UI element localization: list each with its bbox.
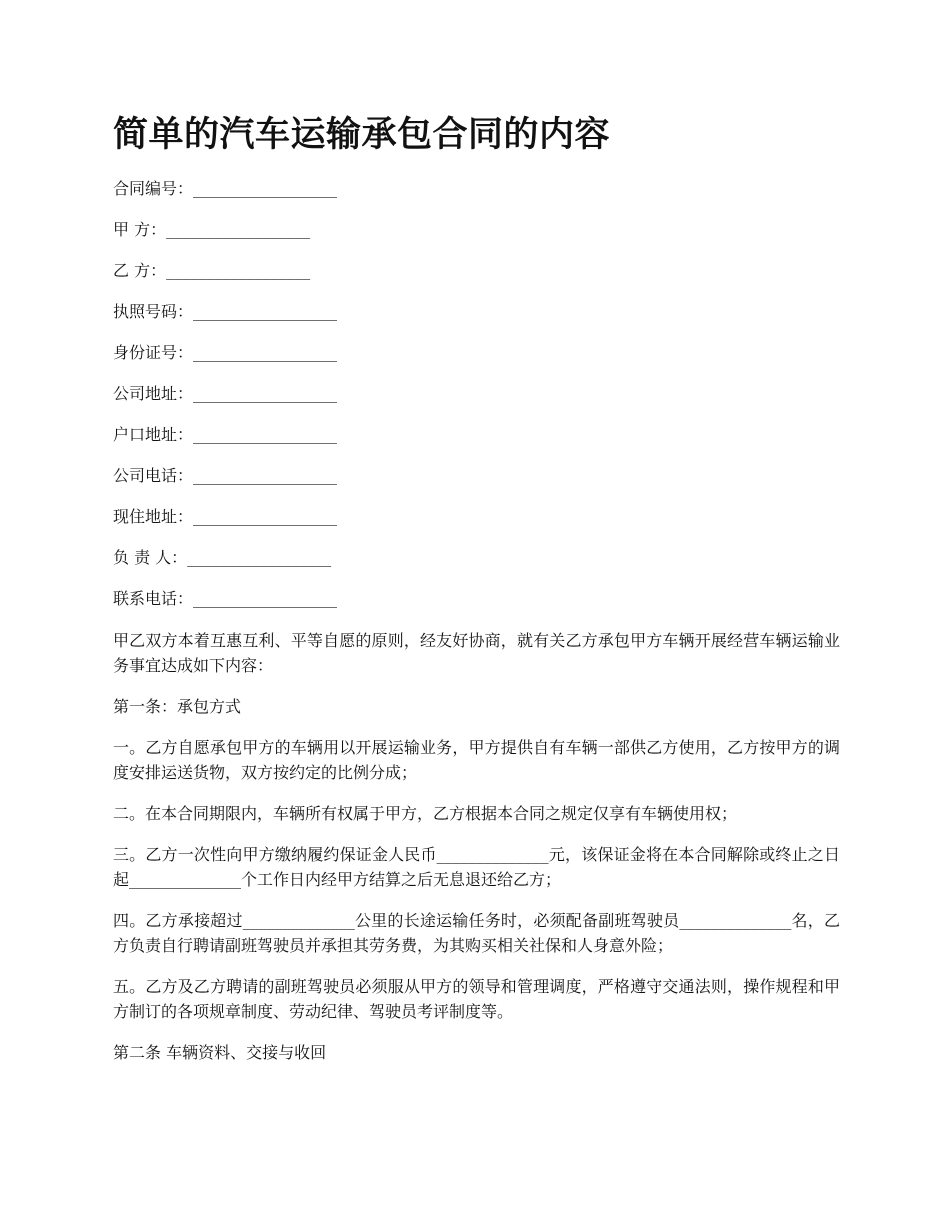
field-household-address: 户口地址：__________________ <box>113 425 338 444</box>
field-contact-phone: 联系电话：__________________ <box>113 589 338 608</box>
article-1-heading: 第一条：承包方式 <box>113 697 242 716</box>
clause-4: 四。乙方承接超过______________公里的长途运输任务时，必须配备副班驾驶员______________名，乙方负责自行聘请副班驾驶员并承担其劳务费，为其购买相关社保和人身意外险； <box>113 911 840 955</box>
clause-3: 三。乙方一次性向甲方缴纳履约保证金人民币______________元，该保证金将在本合同解除或终止之日起______________个工作日内经甲方结算之后无息退还给乙方； <box>113 845 840 889</box>
field-party-b: 乙 方：__________________ <box>113 261 311 280</box>
intro-paragraph: 甲乙双方本着互惠互利、平等自愿的原则，经友好协商，就有关乙方承包甲方车辆开展经营车辆运输业务事宜达成如下内容： <box>113 631 840 675</box>
field-company-phone: 公司电话：__________________ <box>113 466 338 485</box>
clause-1: 一。乙方自愿承包甲方的车辆用以开展运输业务，甲方提供自有车辆一部供乙方使用，乙方按甲方的调度安排运送货物，双方按约定的比例分成； <box>113 738 840 782</box>
field-license-number: 执照号码：__________________ <box>113 302 338 321</box>
field-party-a: 甲 方：__________________ <box>113 220 311 239</box>
document-title: 简单的汽车运输承包合同的内容 <box>113 115 611 155</box>
document-page <box>113 110 840 1081</box>
clause-2: 二。在本合同期限内，车辆所有权属于甲方，乙方根据本合同之规定仅享有车辆使用权； <box>113 804 738 823</box>
field-contract-number: 合同编号：__________________ <box>113 179 338 198</box>
field-id-number: 身份证号：__________________ <box>113 343 338 362</box>
field-current-address: 现住地址：__________________ <box>113 507 338 526</box>
article-2-heading: 第二条 车辆资料、交接与收回 <box>113 1043 327 1062</box>
field-company-address: 公司地址：__________________ <box>113 384 338 403</box>
clause-5: 五。乙方及乙方聘请的副班驾驶员必须服从甲方的领导和管理调度，严格遵守交通法则，操作规程和甲方制订的各项规章制度、劳动纪律、驾驶员考评制度等。 <box>113 977 840 1021</box>
field-responsible-person: 负 责 人：__________________ <box>113 548 332 567</box>
